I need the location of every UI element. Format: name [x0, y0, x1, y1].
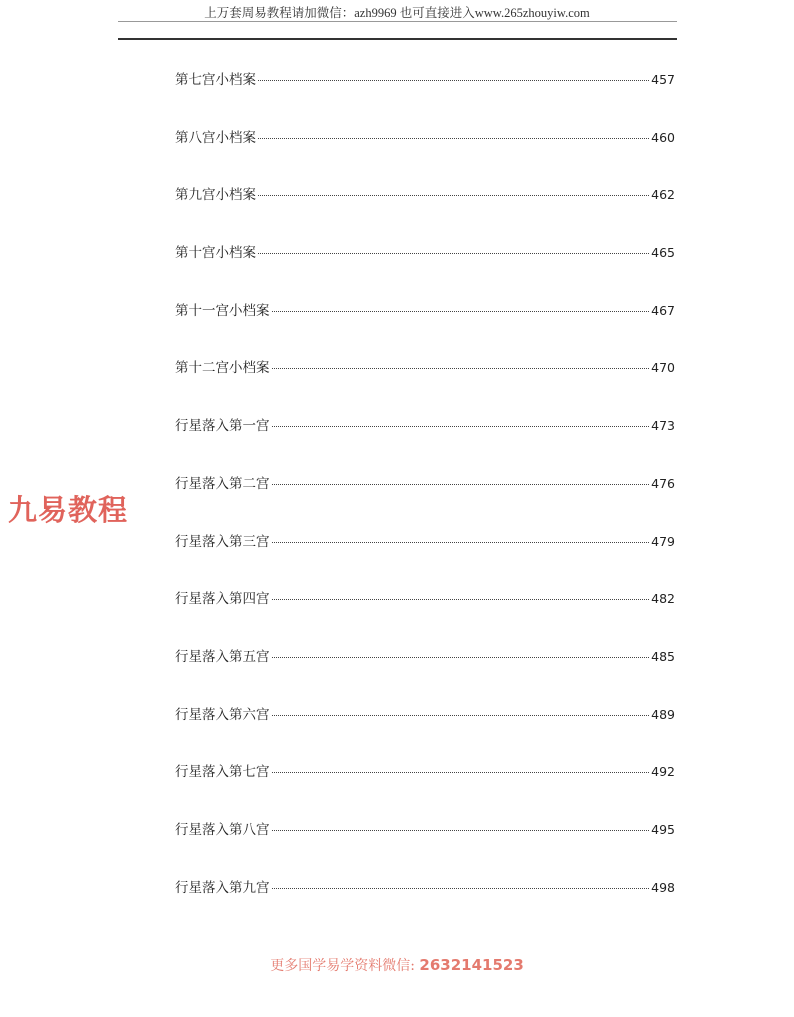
header-text: 上万套周易教程请加微信：azh9969 也可直接进入www.265zhouyiw.com	[204, 6, 590, 20]
toc-entry[interactable]	[175, 472, 675, 530]
toc-entry-page: 479	[651, 533, 675, 549]
toc-entry-title: 第十宫小档案	[175, 245, 256, 262]
toc-dot-leader	[258, 138, 649, 139]
toc-entry-page: 473	[651, 418, 675, 434]
toc-entry[interactable]	[175, 68, 675, 126]
toc-entry[interactable]	[175, 530, 675, 588]
toc-entry-page: 489	[651, 706, 675, 722]
toc-entry[interactable]	[175, 876, 675, 934]
toc-entry-title: 第八宫小档案	[175, 129, 256, 146]
toc-entry[interactable]	[175, 183, 675, 241]
toc-entry-title: 行星落入第四宫	[175, 591, 270, 608]
toc-entry-title: 行星落入第五宫	[175, 648, 270, 665]
watermark-logo-text: 九易教程	[8, 493, 129, 527]
toc-entry-title: 行星落入第八宫	[175, 821, 270, 838]
table-of-contents	[175, 68, 675, 933]
toc-dot-leader	[272, 484, 650, 485]
toc-dot-leader	[272, 715, 650, 716]
toc-dot-leader	[272, 657, 650, 658]
toc-entry[interactable]	[175, 356, 675, 414]
toc-dot-leader	[272, 368, 650, 369]
toc-entry-page: 467	[651, 302, 675, 318]
toc-dot-leader	[272, 426, 650, 427]
toc-entry-page: 482	[651, 591, 675, 607]
toc-entry[interactable]	[175, 587, 675, 645]
toc-entry-title: 第十一宫小档案	[175, 302, 270, 319]
toc-dot-leader	[258, 253, 649, 254]
toc-dot-leader	[258, 195, 649, 196]
toc-entry[interactable]	[175, 241, 675, 299]
toc-entry-page: 495	[651, 821, 675, 837]
toc-entry-page: 457	[651, 72, 675, 87]
toc-entry-title: 行星落入第七宫	[175, 764, 270, 781]
toc-entry[interactable]	[175, 703, 675, 761]
header-divider-thin	[118, 21, 677, 22]
toc-dot-leader	[272, 542, 650, 543]
page-header	[0, 0, 794, 21]
toc-entry-title: 行星落入第九宫	[175, 879, 270, 896]
toc-dot-leader	[272, 888, 650, 889]
toc-entry[interactable]	[175, 414, 675, 472]
toc-entry-page: 460	[651, 129, 675, 145]
toc-entry-title: 行星落入第一宫	[175, 418, 270, 435]
toc-entry-page: 498	[651, 879, 675, 895]
toc-entry-page: 476	[651, 475, 675, 491]
toc-dot-leader	[272, 830, 650, 831]
footer-label: 更多国学易学资料微信:	[270, 958, 420, 974]
toc-entry-title: 第十二宫小档案	[175, 360, 270, 377]
toc-entry-title: 第九宫小档案	[175, 187, 256, 204]
toc-entry[interactable]	[175, 299, 675, 357]
toc-entry-title: 行星落入第六宫	[175, 706, 270, 723]
toc-entry[interactable]	[175, 818, 675, 876]
toc-dot-leader	[258, 80, 649, 81]
toc-entry[interactable]	[175, 126, 675, 184]
page-footer	[0, 955, 794, 975]
footer-wechat-number: 2632141523	[419, 956, 524, 974]
toc-entry-page: 485	[651, 648, 675, 664]
toc-entry-page: 492	[651, 764, 675, 780]
toc-dot-leader	[272, 772, 650, 773]
toc-dot-leader	[272, 599, 650, 600]
toc-entry[interactable]	[175, 645, 675, 703]
toc-entry-page: 462	[651, 187, 675, 203]
toc-entry-page: 465	[651, 245, 675, 261]
toc-entry-title: 行星落入第二宫	[175, 475, 270, 492]
toc-entry[interactable]	[175, 760, 675, 818]
toc-entry-title: 行星落入第三宫	[175, 533, 270, 550]
toc-entry-page: 470	[651, 360, 675, 376]
header-divider-thick	[118, 38, 677, 40]
toc-entry-title: 第七宫小档案	[175, 72, 256, 88]
toc-dot-leader	[272, 311, 650, 312]
